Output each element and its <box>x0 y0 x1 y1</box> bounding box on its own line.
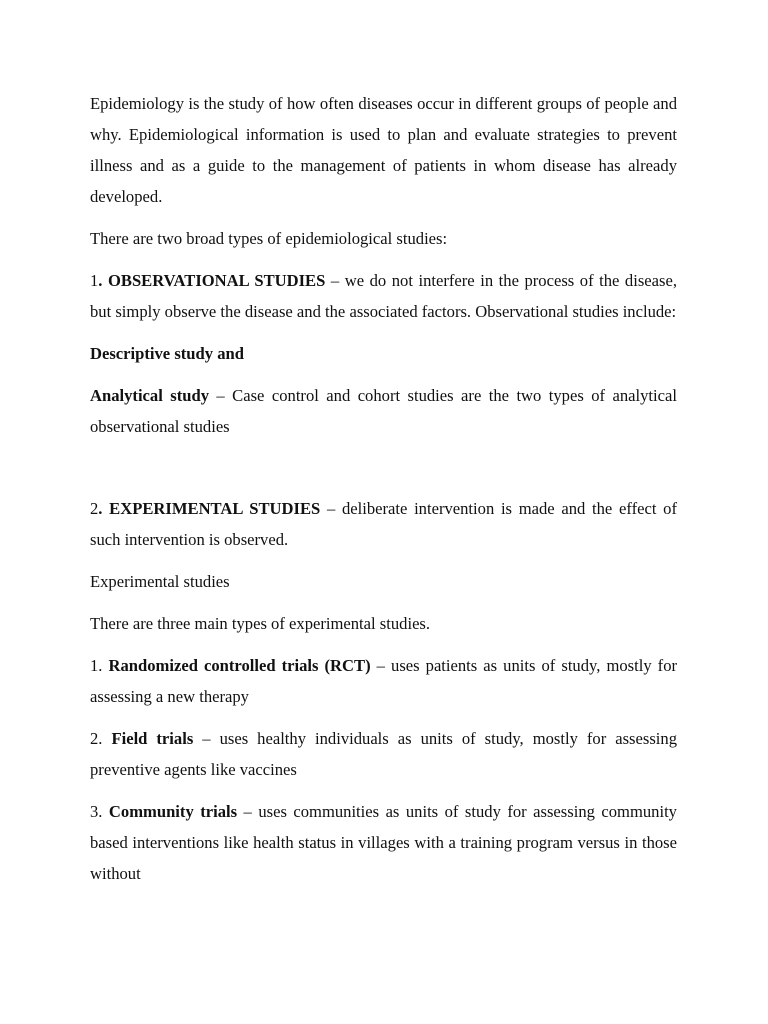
list-item-number: 2. <box>90 729 112 748</box>
list-item-heading: Field trials <box>111 729 194 748</box>
experimental-heading: . EXPERIMENTAL STUDIES <box>98 499 321 518</box>
list-item-heading: Randomized controlled trials (RCT) <box>108 656 371 675</box>
analytical-text: – Case control and cohort studies are the two types of analytical observational studies <box>90 386 677 436</box>
list-item-heading: Community trials <box>108 802 238 821</box>
list-item-field-trials <box>90 723 677 785</box>
list-item-community-trials <box>90 796 677 889</box>
list-item-number: 1. <box>90 656 109 675</box>
experimental-intro-paragraph: There are three main types of experimental studies. <box>90 614 431 633</box>
experimental-paragraph <box>90 493 677 555</box>
observational-paragraph <box>90 265 677 327</box>
experimental-text: – deliberate intervention is made and the effect of such intervention is observed. <box>90 499 677 549</box>
descriptive-heading: Descriptive study and <box>90 344 244 363</box>
list-item-rct <box>90 650 677 712</box>
list-item-text: – uses healthy individuals as units of study, mostly for assessing preventive agents like vaccines <box>90 729 678 779</box>
experimental-label: Experimental studies <box>90 572 230 591</box>
observational-number: 1 <box>90 271 99 290</box>
analytical-heading: Analytical study <box>90 386 209 405</box>
analytical-paragraph <box>90 380 677 442</box>
observational-text: – we do not interfere in the process of the disease, but simply observe the disease and the associated factors. Observational studies include: <box>90 271 678 321</box>
list-item-number: 3. <box>90 802 109 821</box>
list-item-text: – uses patients as units of study, mostly for assessing a new therapy <box>90 656 678 706</box>
types-intro-paragraph: There are two broad types of epidemiological studies: <box>90 229 448 248</box>
experimental-number: 2 <box>90 499 99 518</box>
document-body <box>90 88 677 889</box>
intro-paragraph: Epidemiology is the study of how often diseases occur in different groups of people and why. Epidemiological information is used to plan and evaluate strategies to prevent illness and as a guide to the management of patients in whom disease has already developed. <box>90 94 677 206</box>
observational-heading: . OBSERVATIONAL STUDIES <box>98 271 326 290</box>
list-item-text: – uses communities as units of study for assessing community based interventions like health status in villages with a training program versus in those without <box>90 802 677 883</box>
